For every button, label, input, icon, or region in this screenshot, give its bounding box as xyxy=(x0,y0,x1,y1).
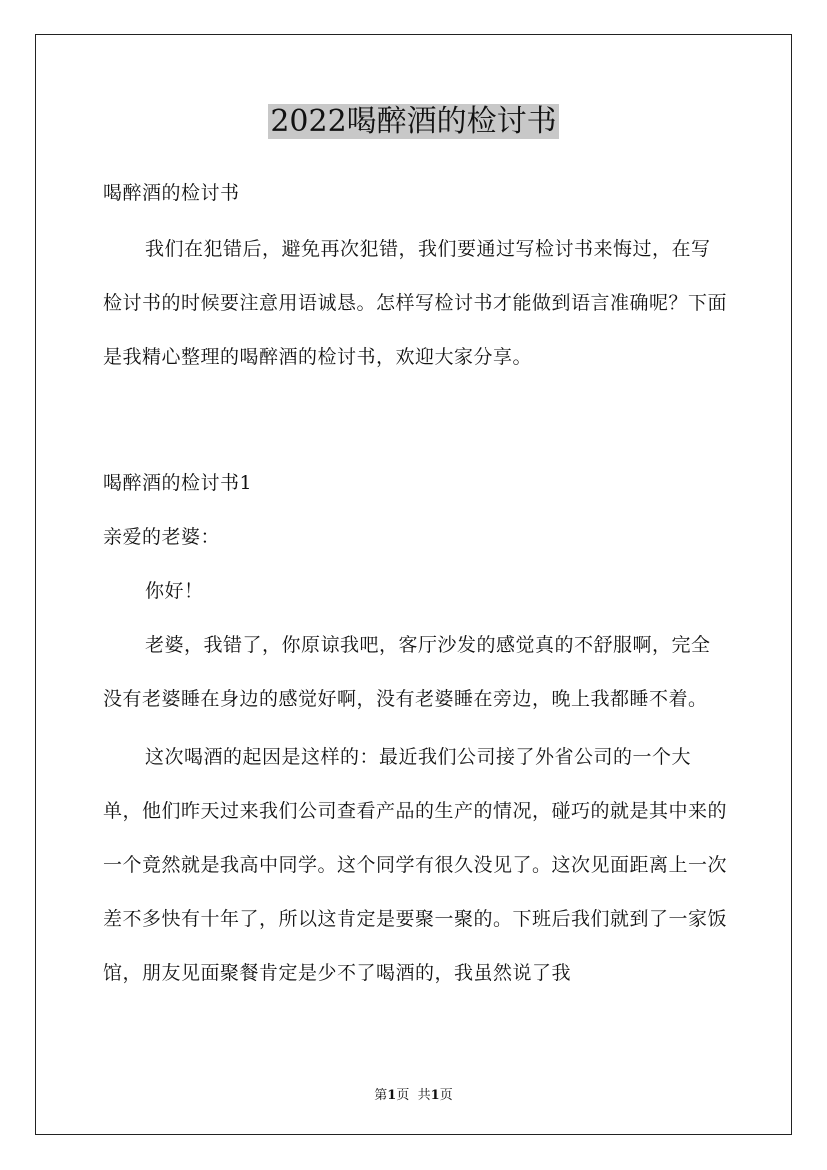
paragraph-2: 这次喝酒的起因是这样的：最近我们公司接了外省公司的一个大单，他们昨天过来我们公司查看产品的生产的情况，碰巧的就是其中来的一个竟然就是我高中同学。这个同学有很久没见了。这次见面距离上一次差不多快有十年了，所以这肯定是要聚一聚的。下班后我们就到了一家饭馆，朋友见面聚餐肯定是少不了喝酒的，我虽然说了我 xyxy=(103,746,728,984)
subtitle: 喝醉酒的检讨书 xyxy=(103,182,240,204)
document-title xyxy=(0,101,827,143)
document-body xyxy=(103,176,727,1000)
salutation: 亲爱的老婆： xyxy=(103,526,221,548)
page-footer xyxy=(0,1084,827,1103)
footer-page-number: 1 xyxy=(387,1088,397,1103)
footer-total-number: 1 xyxy=(430,1088,440,1103)
intro-paragraph: 我们在犯错后，避免再次犯错，我们要通过写检讨书来悔过，在写检讨书的时候要注意用语诚恳。怎样写检讨书才能做到语言准确呢？下面是我精心整理的喝醉酒的检讨书，欢迎大家分享。 xyxy=(103,238,728,368)
greeting: 你好！ xyxy=(145,580,204,602)
document-title-text: 2022喝醉酒的检讨书 xyxy=(270,104,557,139)
paragraph-1: 老婆，我错了，你原谅我吧，客厅沙发的感觉真的不舒服啊，完全没有老婆睡在身边的感觉好啊，没有老婆睡在旁边，晚上我都睡不着。 xyxy=(103,634,711,710)
footer-total-prefix: 共 xyxy=(417,1088,431,1103)
footer-page-label: 页 xyxy=(396,1088,410,1103)
section-heading: 喝醉酒的检讨书1 xyxy=(103,472,253,494)
footer-total-label: 页 xyxy=(439,1088,453,1103)
footer-page-prefix: 第 xyxy=(374,1088,388,1103)
